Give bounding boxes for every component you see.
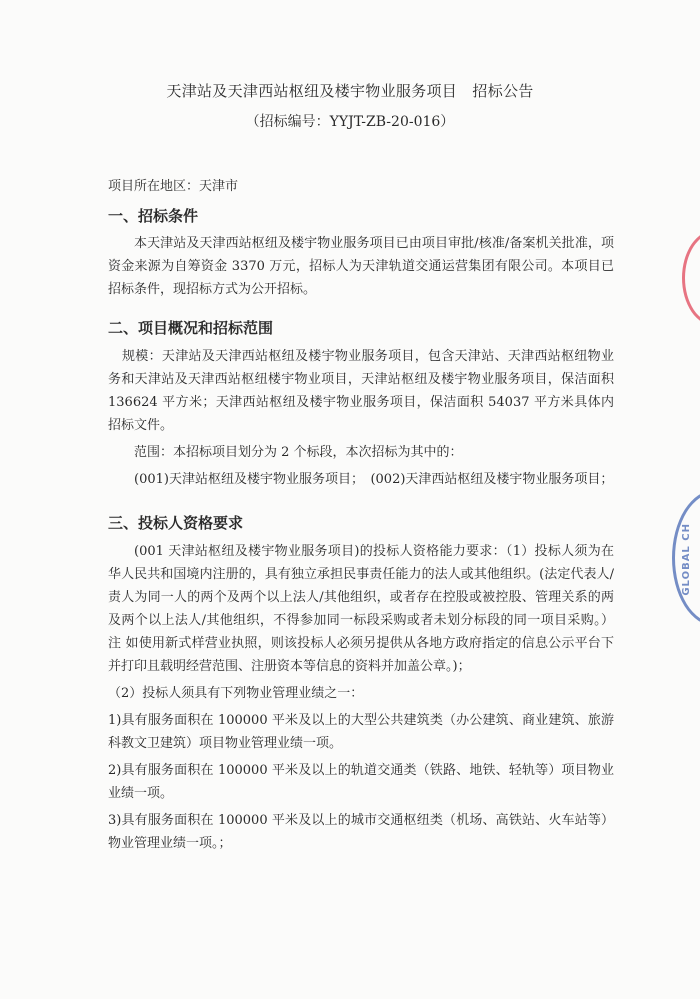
document-title: 天津站及天津西站枢纽及楼宇物业服务项目 招标公告: [166, 82, 534, 100]
paragraph-line: (001 天津站枢纽及楼宇物业服务项目)的投标人资格能力要求：（1）投标人须为在: [134, 544, 614, 559]
tender-number: （招标编号：YYJT-ZB-20-016）: [245, 114, 455, 130]
paragraph-line: 注 如使用新式样营业执照，则该投标人必须另提供从各地方政府指定的信息公示平台下: [108, 636, 614, 651]
paragraph-line: 3)具有服务面积在 100000 平米及以上的城市交通枢纽类（机场、高铁站、火车站等）: [108, 813, 614, 828]
paragraph-line: 136624 平方米；天津西站枢纽及楼宇物业服务项目，保洁面积 54037 平方米具体内: [108, 395, 614, 410]
section3-heading: 三、投标人资格要求: [108, 514, 244, 532]
section1-body: [108, 232, 614, 301]
paragraph-line: 务和天津站及天津西站枢纽楼宇物业项目，天津站枢纽及楼宇物业服务项目，保洁面积: [108, 372, 614, 387]
paragraph-line: 资金来源为自筹资金 3370 万元，招标人为天津轨道交通运营集团有限公司。本项目已: [108, 259, 614, 274]
section3-body: [108, 540, 614, 855]
section1-heading: 一、招标条件: [108, 207, 199, 225]
paragraph-line: 责人为同一人的两个及两个以上法人/其他组织，或者存在控股或被控股、管理关系的两: [108, 590, 614, 605]
blue-stamp-text: GLOBAL CH: [681, 523, 692, 596]
paragraph-line: 招标条件，现招标方式为公开招标。: [108, 282, 317, 297]
paragraph-line: 2)具有服务面积在 100000 平米及以上的轨道交通类（铁路、地铁、轻轨等）项目物业: [108, 763, 614, 778]
paragraph-line: (001)天津站枢纽及楼宇物业服务项目； (002)天津西站枢纽及楼宇物业服务项目；: [134, 472, 614, 487]
paragraph-line: 及两个以上法人/其他组织，不得参加同一标段采购或者未划分标段的同一项目采购。）: [108, 613, 614, 628]
paragraph-line: 本天津站及天津西站枢纽及楼宇物业服务项目已由项目审批/核准/备案机关批准，项: [134, 236, 614, 251]
blue-seal-stamp: [672, 490, 700, 626]
paragraph-line: （2）投标人须具有下列物业管理业绩之一：: [108, 686, 364, 701]
section2-heading: 二、项目概况和招标范围: [108, 319, 274, 337]
paragraph-line: 业绩一项。: [108, 786, 174, 801]
paragraph-line: 物业管理业绩一项。；: [108, 836, 232, 851]
paragraph-line: 招标文件。: [108, 418, 174, 433]
paragraph-line: 科教文卫建筑）项目物业管理业绩一项。: [108, 736, 343, 751]
paragraph-line: 1)具有服务面积在 100000 平米及以上的大型公共建筑类（办公建筑、商业建筑、旅游: [108, 713, 614, 728]
paragraph-line: 规模：天津站及天津西站枢纽及楼宇物业服务项目，包含天津站、天津西站枢纽物业: [122, 349, 614, 364]
paragraph-line: 并打印且载明经营范围、注册资本等信息的资料并加盖公章。)；: [108, 659, 471, 674]
red-seal-stamp: [682, 230, 700, 326]
project-location: [108, 175, 614, 198]
location-line: 项目所在地区：天津市: [108, 179, 239, 194]
paragraph-line: 范围：本招标项目划分为 2 个标段，本次招标为其中的：: [134, 445, 463, 460]
section2-body: [108, 345, 614, 491]
paragraph-line: 华人民共和国境内注册的，具有独立承担民事责任能力的法人或其他组织。(法定代表人/: [108, 567, 614, 582]
